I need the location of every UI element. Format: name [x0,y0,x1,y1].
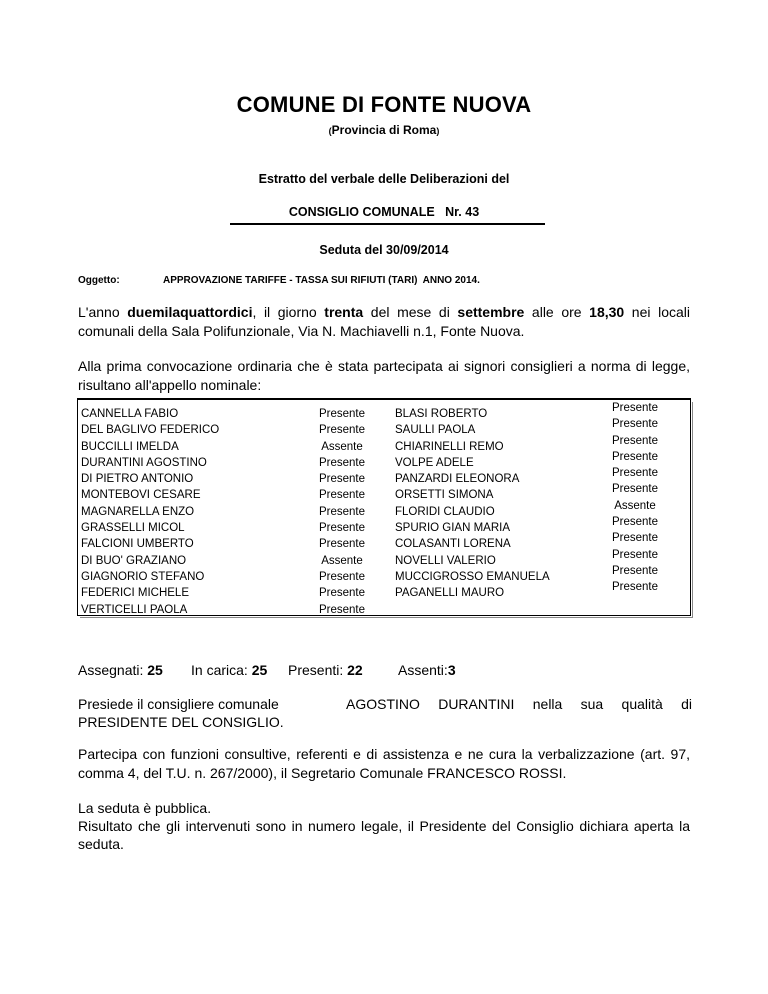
closing-paragraph [78,799,690,853]
intro-year: duemilaquattordici [127,304,253,320]
intro-text-3: del mese di [363,304,458,320]
province-name: Provincia di Roma [331,123,437,137]
intro-text-1: L'anno [78,304,128,320]
councillor-name: FLORIDI CLAUDIO [395,505,495,518]
president-title: PRESIDENTE DEL CONSIGLIO. [78,714,284,730]
intro-time: 18,30 [589,304,625,320]
extract-heading: Estratto del verbale delle Deliberazioni del [258,172,510,186]
councillor-name: VERTICELLI PAOLA [81,603,188,616]
intro-month: settembre [457,304,525,320]
municipality-title: COMUNE DI FONTE NUOVA [236,92,532,117]
attendance-status: Presente [611,483,659,496]
councillor-name: PAGANELLI MAURO [395,587,505,600]
councillor-name: BLASI ROBERTO [395,408,488,420]
councillor-name: VOLPE ADELE [395,456,474,469]
present-count [288,662,363,678]
attendance-status: Presente [611,532,659,545]
attendance-status: Assente [321,440,363,453]
absent-value: 3 [447,662,456,678]
in-office-count [191,662,267,678]
assigned-value: 25 [147,662,163,678]
subject-label: Oggetto: [78,275,120,286]
subject-text: APPROVAZIONE TARIFFE - TASSA SUI RIFIUTI (TARI) ANNO 2014. [163,275,480,286]
present-value: 22 [347,662,363,678]
councillor-name: DEL BAGLIVO FEDERICO [81,424,220,437]
attendance-status: Assente [321,554,363,567]
councillor-name: DI PIETRO ANTONIO [81,473,194,486]
quorum-line: Risultato che gli intervenuti sono in numero legale, il Presidente del Consiglio dichiara aperta la seduta. [78,818,690,852]
attendance-status: Presente [611,516,659,529]
councillor-name: FEDERICI MICHELE [81,587,189,600]
attendance-status: Presente [318,456,366,469]
secretary-paragraph: Partecipa con funzioni consultive, referenti e di assistenza e ne cura la verbalizzazione (art. 97, comma 4, del T.U. n. 267/2000), il Segretario Comunale FRANCESCO ROSSI. [78,746,690,781]
attendance-status: Presente [318,522,366,535]
attendance-status: Presente [611,467,659,480]
intro-text-5: nei locali comunali della Sala Polifunzionale, Via N. Machiavelli n.1, Fonte Nuova. [78,304,690,339]
assigned-count [78,662,163,678]
attendance-status: Presente [611,418,659,431]
attendance-table [77,398,691,616]
attendance-status: Presente [611,402,659,414]
councillor-name: MONTEBOVI CESARE [81,489,201,502]
convocation-paragraph: Alla prima convocazione ordinaria che è stata partecipata ai signori consiglieri a norma di legge, risultano all'appello nominale: [78,358,690,393]
councillor-name: CHIARINELLI REMO [395,440,504,453]
province-open-paren: ( [328,126,332,136]
councillor-name: SPURIO GIAN MARIA [395,522,511,535]
councillor-name: MUCCIGROSSO EMANUELA [395,570,550,583]
public-session-line: La seduta è pubblica. [78,800,212,816]
left-names-column [81,406,219,618]
intro-paragraph [78,303,690,341]
province-close-paren: ) [436,126,440,136]
assigned-label: Assegnati: [78,662,148,678]
attendance-status: Presente [611,581,659,594]
attendance-status: Presente [318,587,366,600]
attendance-status: Presente [611,564,659,577]
councillor-name: CANNELLA FABIO [81,408,179,420]
attendance-status: Presente [611,450,659,463]
session-date: Seduta del 30/09/2014 [319,243,449,257]
attendance-status: Presente [318,473,366,486]
absent-label: Assenti: [398,662,448,678]
in-office-value: 25 [251,662,268,678]
councillor-name: GRASSELLI MICOL [81,522,185,535]
right-status-column [602,400,668,596]
councillor-name: MAGNARELLA ENZO [81,505,195,518]
intro-day: trenta [324,304,364,320]
councillor-name: ORSETTI SIMONA [395,489,494,502]
councillor-name: SAULLI PAOLA [395,424,476,437]
absent-count [398,662,456,678]
left-status-column [309,406,375,618]
president-text-1: Presiede il consigliere comunale [78,696,279,712]
attendance-status: Presente [318,489,366,502]
attendance-status: Presente [318,538,366,551]
present-label: Presenti: [288,662,348,678]
intro-text-4: alle ore [524,304,590,320]
attendance-status: Assente [614,499,656,512]
councillor-name: FALCIONI UMBERTO [81,538,194,551]
councillor-name: COLASANTI LORENA [395,538,511,551]
attendance-status: Presente [318,408,366,420]
attendance-status: Presente [318,603,366,616]
attendance-status: Presente [318,424,366,437]
councillor-name: DURANTINI AGOSTINO [81,456,207,469]
councillor-name: NOVELLI VALERIO [395,554,496,567]
right-names-column [395,406,550,602]
councillor-name: BUCCILLI IMELDA [81,440,179,453]
intro-text-2: , il giorno [252,304,325,320]
council-number: CONSIGLIO COMUNALE Nr. 43 [288,205,480,219]
councillor-name: DI BUO' GRAZIANO [81,554,187,567]
attendance-status: Presente [611,434,659,447]
councillor-name: PANZARDI ELEONORA [395,473,520,486]
in-office-label: In carica: [191,662,252,678]
president-text-2: AGOSTINO DURANTINI nella sua qualità di [346,696,692,712]
attendance-status: Presente [318,505,366,518]
councillor-name: GIAGNORIO STEFANO [81,570,205,583]
province-line [0,123,768,137]
attendance-status: Presente [611,548,659,561]
attendance-status: Presente [318,570,366,583]
header-divider [230,223,545,225]
